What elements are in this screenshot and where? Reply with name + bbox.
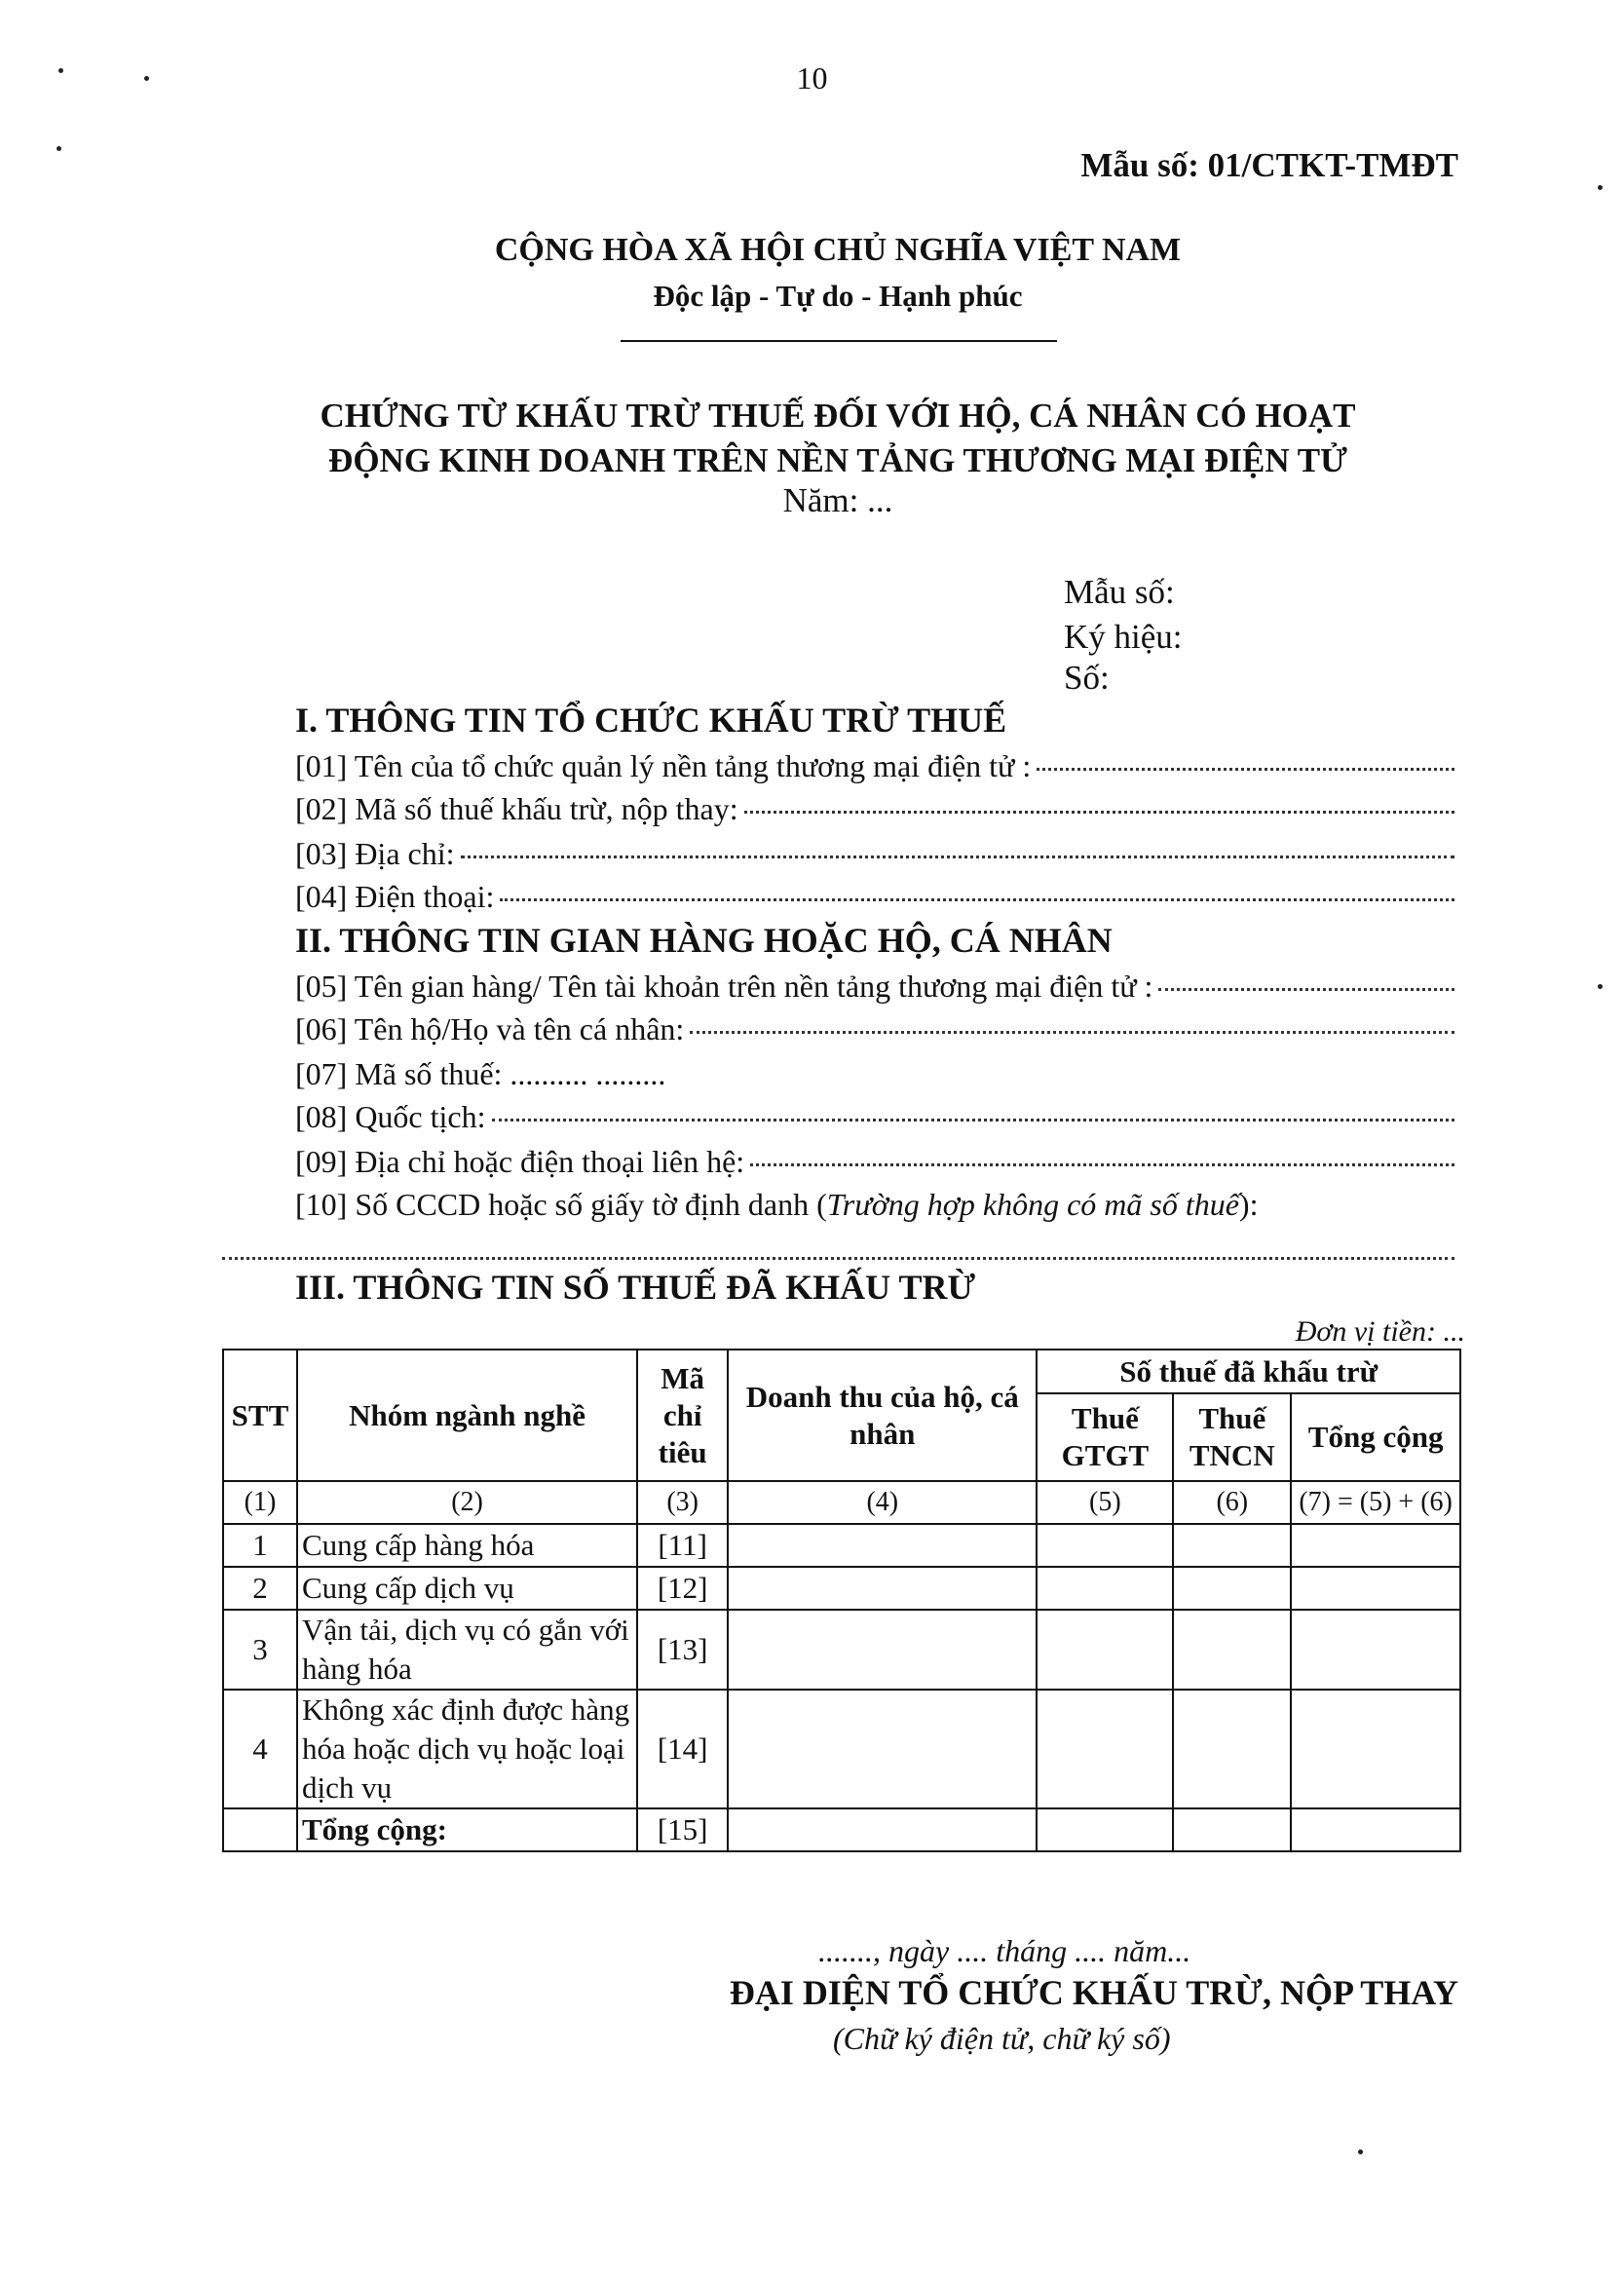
column-number: (7) = (5) + (6)	[1291, 1481, 1460, 1524]
scan-speck	[144, 76, 149, 81]
meta-symbol: Ký hiệu:	[1064, 618, 1183, 656]
scan-speck	[1358, 2149, 1363, 2154]
row-pit-cell	[1173, 1690, 1291, 1808]
field-06-label: [06] Tên hộ/Họ và tên cá nhân:	[295, 1011, 685, 1046]
field-03-blank	[461, 856, 1455, 858]
row-total-cell	[1291, 1690, 1460, 1808]
field-01-blank	[1037, 768, 1454, 771]
date-line: ......., ngày .... tháng .... năm...	[818, 1933, 1191, 1968]
field-01-label: [01] Tên của tổ chức quản lý nền tảng thương mại điện tử :	[295, 748, 1032, 783]
row-pit-cell	[1173, 1524, 1291, 1567]
section-1-heading: I. THÔNG TIN TỔ CHỨC KHẤU TRỪ THUẾ	[295, 701, 1007, 740]
title-line-2: ĐỘNG KINH DOANH TRÊN NỀN TẢNG THƯƠNG MẠI ĐIỆN TỬ	[328, 441, 1347, 479]
header-total: Tổng cộng	[1291, 1393, 1460, 1481]
section-2-heading: II. THÔNG TIN GIAN HÀNG HOẶC HỘ, CÁ NHÂN	[295, 921, 1113, 960]
national-motto: Độc lập - Tự do - Hạnh phúc	[653, 279, 1023, 313]
row-stt: 3	[223, 1610, 297, 1690]
field-08-label: [08] Quốc tịch:	[295, 1099, 486, 1134]
row-vat-cell	[1037, 1524, 1173, 1567]
row-total-cell	[1291, 1610, 1460, 1690]
page-number: 10	[796, 60, 828, 95]
table-row	[223, 1524, 1460, 1567]
row-stt: 2	[223, 1567, 297, 1610]
field-10-blank	[222, 1257, 1454, 1260]
field-04-label: [04] Điện thoại:	[295, 879, 495, 914]
column-number: (1)	[223, 1481, 297, 1524]
row-group: Không xác định được hàng hóa hoặc dịch vụ hoặc loại dịch vụ	[297, 1690, 637, 1808]
row-group: Vận tải, dịch vụ có gắn với hàng hóa	[297, 1610, 637, 1690]
field-04-blank	[500, 898, 1454, 901]
column-number-row	[223, 1481, 1460, 1524]
row-vat-cell	[1037, 1610, 1173, 1690]
total-vat-cell	[1037, 1808, 1173, 1851]
table-row	[223, 1690, 1460, 1808]
meta-number: Số:	[1064, 659, 1110, 697]
country-name: CỘNG HÒA XÃ HỘI CHỦ NGHĨA VIỆT NAM	[494, 232, 1182, 268]
tax-table	[222, 1349, 1461, 1852]
field-06	[295, 1011, 1454, 1047]
row-revenue-cell	[728, 1567, 1037, 1610]
field-02	[295, 791, 1454, 827]
title-line-1: CHỨNG TỪ KHẤU TRỪ THUẾ ĐỐI VỚI HỘ, CÁ NHÂN CÓ HOẠT	[320, 397, 1356, 435]
field-05-blank	[1158, 988, 1454, 991]
row-code: [14]	[637, 1690, 728, 1808]
row-revenue-cell	[728, 1610, 1037, 1690]
field-03	[295, 836, 1454, 872]
table-header-row	[223, 1350, 1460, 1393]
field-01	[295, 748, 1454, 784]
form-code: Mẫu số: 01/CTKT-TMĐT	[1080, 146, 1458, 184]
header-revenue: Doanh thu của hộ, cá nhân	[728, 1350, 1037, 1481]
field-09	[295, 1144, 1454, 1180]
column-number: (2)	[297, 1481, 637, 1524]
signer-title: ĐẠI DIỆN TỔ CHỨC KHẤU TRỪ, NỘP THAY	[729, 1973, 1458, 2012]
meta-form-no: Mẫu số:	[1064, 573, 1175, 611]
header-pit: Thuế TNCN	[1173, 1393, 1291, 1481]
field-02-label: [02] Mã số thuế khấu trừ, nộp thay:	[295, 791, 738, 826]
row-total-cell	[1291, 1567, 1460, 1610]
header-group: Nhóm ngành nghề	[297, 1350, 637, 1481]
row-stt: 1	[223, 1524, 297, 1567]
column-number: (4)	[728, 1481, 1037, 1524]
field-07-label: [07] Mã số thuế: .......... .........	[295, 1056, 666, 1091]
field-05	[295, 969, 1454, 1005]
field-09-blank	[750, 1163, 1454, 1166]
row-group: Cung cấp hàng hóa	[297, 1524, 637, 1567]
field-02-blank	[744, 811, 1454, 814]
scan-speck	[58, 68, 63, 73]
column-number: (6)	[1173, 1481, 1291, 1524]
scan-speck	[1598, 185, 1603, 190]
row-revenue-cell	[728, 1690, 1037, 1808]
field-07	[295, 1056, 665, 1092]
field-08	[295, 1099, 1454, 1135]
header-code: Mã chỉ tiêu	[637, 1350, 728, 1481]
row-code: [12]	[637, 1567, 728, 1610]
total-sum-cell	[1291, 1808, 1460, 1851]
field-09-label: [09] Địa chỉ hoặc điện thoại liên hệ:	[295, 1144, 745, 1179]
header-stt: STT	[223, 1350, 297, 1481]
row-revenue-cell	[728, 1524, 1037, 1567]
scan-speck	[57, 146, 61, 151]
table-row	[223, 1567, 1460, 1610]
row-code: [11]	[637, 1524, 728, 1567]
total-label: Tổng cộng:	[297, 1808, 637, 1851]
header-vat: Thuế GTGT	[1037, 1393, 1173, 1481]
column-number: (3)	[637, 1481, 728, 1524]
currency-unit: Đơn vị tiền: ...	[1295, 1315, 1465, 1348]
field-05-label: [05] Tên gian hàng/ Tên tài khoản trên nền tảng thương mại điện tử :	[295, 969, 1153, 1004]
document-title	[0, 394, 1624, 483]
year-line: Năm: ...	[782, 481, 893, 519]
row-vat-cell	[1037, 1567, 1173, 1610]
field-06-blank	[690, 1031, 1454, 1034]
row-pit-cell	[1173, 1610, 1291, 1690]
column-number: (5)	[1037, 1481, 1173, 1524]
row-group: Cung cấp dịch vụ	[297, 1567, 637, 1610]
field-04	[295, 879, 1454, 915]
total-code: [15]	[637, 1808, 728, 1851]
signature-note: (Chữ ký điện tử, chữ ký số)	[833, 2021, 1171, 2056]
field-10-label: [10] Số CCCD hoặc số giấy tờ định danh (Trường hợp không có mã số thuế):	[295, 1187, 1259, 1222]
header-tax-group: Số thuế đã khấu trừ	[1037, 1350, 1460, 1393]
field-10	[295, 1187, 1258, 1223]
row-vat-cell	[1037, 1690, 1173, 1808]
total-revenue-cell	[728, 1808, 1037, 1851]
field-08-blank	[492, 1119, 1455, 1122]
table-row	[223, 1610, 1460, 1690]
row-code: [13]	[637, 1610, 728, 1690]
row-total-cell	[1291, 1524, 1460, 1567]
row-stt: 4	[223, 1690, 297, 1808]
table-total-row	[223, 1808, 1460, 1851]
section-3-heading: III. THÔNG TIN SỐ THUẾ ĐÃ KHẤU TRỪ	[295, 1268, 976, 1307]
total-pit-cell	[1173, 1808, 1291, 1851]
header-divider	[621, 340, 1057, 342]
total-stt-cell	[223, 1808, 297, 1851]
scan-speck	[1598, 984, 1603, 989]
row-pit-cell	[1173, 1567, 1291, 1610]
field-03-label: [03] Địa chỉ:	[295, 836, 455, 871]
field-10-note: Trường hợp không có mã số thuế	[826, 1187, 1239, 1222]
